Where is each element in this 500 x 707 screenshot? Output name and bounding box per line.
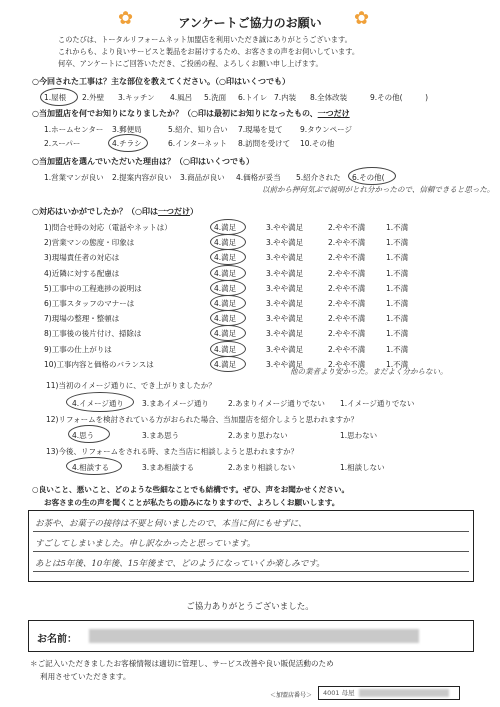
handwritten-answer: 他の業者より安かった。まだよく分からない。 bbox=[290, 367, 448, 376]
satisfaction-option[interactable]: 2.やや不満 bbox=[328, 268, 366, 278]
option[interactable]: 2.あまりイメージ通りでない bbox=[228, 399, 325, 408]
option[interactable]: 4.相談する bbox=[72, 463, 110, 472]
satisfaction-item: 8)工事後の後片付け、掃除は bbox=[44, 329, 142, 339]
question-2: ○当加盟店を何でお知りになりましたか？（○印は最初にお知りになったもの、一つだけ bbox=[32, 109, 350, 118]
store-number-label: ＜加盟店番号＞ bbox=[270, 692, 313, 699]
satisfaction-option[interactable]: 1.不満 bbox=[386, 238, 409, 248]
answer-circle bbox=[66, 457, 122, 475]
satisfaction-option[interactable]: 4.満足 bbox=[214, 314, 237, 324]
answer-circle bbox=[40, 88, 78, 106]
privacy-note: 利用させていただきます。 bbox=[40, 672, 131, 681]
option[interactable]: 9.その他( ) bbox=[370, 93, 429, 102]
intro-line: これからも、より良いサービスと製品をお届けするため、お客さまの声をお伺いしています。 bbox=[58, 47, 360, 56]
satisfaction-option[interactable]: 3.やや満足 bbox=[266, 359, 304, 369]
satisfaction-item: 6)工事スタッフのマナーは bbox=[44, 299, 135, 308]
ruled-line bbox=[33, 571, 469, 572]
satisfaction-item: 4)近隣に対する配慮は bbox=[44, 268, 120, 278]
option[interactable]: 2.スーパー bbox=[44, 139, 81, 148]
satisfaction-option[interactable]: 2.やや不満 bbox=[328, 299, 366, 308]
satisfaction-option[interactable]: 1.不満 bbox=[386, 314, 409, 324]
option[interactable]: 4.イメージ通り bbox=[72, 399, 124, 408]
satisfaction-option[interactable]: 3.やや満足 bbox=[266, 238, 304, 248]
satisfaction-option[interactable]: 1.不満 bbox=[386, 359, 409, 369]
feedback-box[interactable] bbox=[28, 510, 474, 582]
page-title: アンケートご協力のお願い bbox=[178, 16, 322, 30]
option[interactable]: 3.郵便局 bbox=[112, 125, 142, 134]
question-11: 11)当初のイメージ通りに、でき上がりましたか？ bbox=[46, 381, 216, 390]
redacted-name bbox=[89, 629, 419, 643]
flower-icon: ✿ bbox=[354, 8, 370, 29]
satisfaction-option[interactable]: 2.やや不満 bbox=[328, 223, 366, 232]
satisfaction-option[interactable]: 4.満足 bbox=[214, 283, 237, 293]
answer-circle bbox=[68, 425, 110, 443]
satisfaction-item: 5)工事中の工程進捗の説明は bbox=[44, 283, 142, 293]
satisfaction-option[interactable]: 3.やや満足 bbox=[266, 223, 304, 232]
satisfaction-item: 10)工事内容と価格のバランスは bbox=[44, 359, 154, 369]
satisfaction-option[interactable]: 3.やや満足 bbox=[266, 268, 304, 278]
satisfaction-option[interactable]: 2.やや不満 bbox=[328, 253, 366, 263]
satisfaction-option[interactable]: 3.やや満足 bbox=[266, 329, 304, 339]
answer-circle bbox=[210, 356, 246, 372]
satisfaction-option[interactable]: 2.やや不満 bbox=[328, 283, 366, 293]
satisfaction-item: 3)現場責任者の対応は bbox=[44, 253, 120, 263]
satisfaction-item: 1)問合せ時の対応（電話やネットは） bbox=[44, 223, 172, 232]
answer-circle bbox=[210, 280, 246, 296]
handwritten-feedback: すごしてしまいました。申し訳なかったと思っています。 bbox=[35, 539, 256, 549]
redacted-store bbox=[359, 689, 449, 697]
feedback-label: ○良いこと、悪いこと、どのような些細なことでも結構です。ぜひ、声をお聞かせください。 bbox=[32, 485, 350, 494]
satisfaction-option[interactable]: 3.やや満足 bbox=[266, 283, 304, 293]
satisfaction-option[interactable]: 2.やや不満 bbox=[328, 314, 366, 324]
satisfaction-option[interactable]: 2.やや不満 bbox=[328, 329, 366, 339]
option[interactable]: 9.タウンページ bbox=[300, 125, 353, 134]
option[interactable]: 1.ホームセンター bbox=[44, 125, 104, 134]
handwritten-answer: 以前から押何気ぶで説明がとれ分かったので、信頼できると思った。 bbox=[262, 185, 495, 194]
answer-circle bbox=[210, 295, 246, 311]
answer-circle bbox=[210, 341, 246, 357]
option[interactable]: 3.まあ相談する bbox=[142, 463, 195, 472]
option[interactable]: 2.外壁 bbox=[82, 93, 105, 102]
satisfaction-option[interactable]: 1.不満 bbox=[386, 253, 409, 263]
privacy-note: ＊ご記入いただきましたお客様情報は適切に管理し、サービス改善や良い販促活動のため bbox=[30, 659, 334, 668]
option[interactable]: 6.トイレ bbox=[238, 93, 268, 102]
satisfaction-option[interactable]: 1.不満 bbox=[386, 223, 409, 232]
satisfaction-option[interactable]: 3.やや満足 bbox=[266, 253, 304, 263]
option[interactable]: 7.内装 bbox=[274, 93, 297, 102]
satisfaction-option[interactable]: 4.満足 bbox=[214, 223, 237, 232]
satisfaction-option[interactable]: 3.やや満足 bbox=[266, 299, 304, 308]
answer-circle bbox=[210, 234, 246, 250]
option[interactable]: 5.紹介、知り合い bbox=[168, 125, 228, 134]
option[interactable]: 6.その他( bbox=[352, 173, 385, 182]
satisfaction-option[interactable]: 2.やや不満 bbox=[328, 359, 366, 369]
option[interactable]: 8.全体改装 bbox=[310, 93, 348, 102]
option[interactable]: 8.訪問を受けて bbox=[238, 139, 291, 148]
option[interactable]: 4.価格が妥当 bbox=[236, 173, 281, 182]
question-13: 13)今後、リフォームをされる時、また当店に相談しようと思われますか？ bbox=[46, 447, 299, 456]
question-3: ○当加盟店を選んでいただいた理由は？（○印はいくつでも） bbox=[32, 157, 254, 166]
option[interactable]: 5.洗面 bbox=[204, 93, 227, 102]
satisfaction-option[interactable]: 1.不満 bbox=[386, 299, 409, 308]
satisfaction-item: 9)工事の仕上がりは bbox=[44, 344, 112, 354]
satisfaction-option[interactable]: 4.満足 bbox=[214, 344, 237, 354]
satisfaction-item: 7)現場の整理・整頓は bbox=[44, 314, 120, 324]
question-4: ○対応はいかがでしたか？（○印は一つだけ） bbox=[32, 207, 198, 216]
option[interactable]: 5.紹介された bbox=[296, 173, 341, 182]
satisfaction-option[interactable]: 2.やや不満 bbox=[328, 238, 366, 248]
ruled-line bbox=[33, 551, 469, 552]
ruled-line bbox=[33, 531, 469, 532]
satisfaction-option[interactable]: 2.やや不満 bbox=[328, 344, 366, 354]
option[interactable]: 2.あまり思わない bbox=[228, 431, 288, 440]
option[interactable]: 3.商品が良い bbox=[180, 173, 225, 182]
handwritten-feedback: あとは5年後、10年後、15年後まで、どのようになっていくか楽しみです。 bbox=[35, 559, 325, 569]
flower-icon: ✿ bbox=[118, 8, 134, 29]
option[interactable]: 1.思わない bbox=[340, 431, 378, 440]
answer-circle bbox=[348, 167, 396, 185]
answer-circle bbox=[210, 265, 246, 281]
option[interactable]: 10.その他 bbox=[300, 139, 335, 148]
intro-line: 何卒、アンケートにご回答いただき、ご投函の程、よろしくお願い申し上げます。 bbox=[58, 59, 323, 68]
answer-circle bbox=[210, 325, 246, 341]
option[interactable]: 3.キッチン bbox=[118, 93, 155, 102]
answer-circle bbox=[210, 249, 246, 265]
satisfaction-item: 2)営業マンの態度・印象は bbox=[44, 238, 135, 248]
satisfaction-option[interactable]: 4.満足 bbox=[214, 268, 237, 278]
satisfaction-option[interactable]: 4.満足 bbox=[214, 359, 237, 369]
answer-circle bbox=[210, 310, 246, 326]
satisfaction-option[interactable]: 1.不満 bbox=[386, 283, 409, 293]
option[interactable]: 1.相談しない bbox=[340, 463, 385, 472]
option[interactable]: 7.現場を見て bbox=[238, 125, 283, 134]
option[interactable]: 2.あまり相談しない bbox=[228, 463, 296, 472]
satisfaction-option[interactable]: 4.満足 bbox=[214, 238, 237, 248]
satisfaction-option[interactable]: 3.やや満足 bbox=[266, 314, 304, 324]
feedback-label: お客さまの生の声を聞くことが私たちの励みになりますので、よろしくお願いします。 bbox=[44, 498, 340, 507]
question-1: ○今回された工事は？主な部位を教えてください。（○印はいくつでも） bbox=[32, 77, 290, 86]
option[interactable]: 4.思う bbox=[72, 431, 95, 440]
question-12: 12)リフォームを検討されている方がおられた場合、当加盟店を紹介しようと思われますか？ bbox=[46, 415, 359, 424]
option[interactable]: 2.提案内容が良い bbox=[112, 173, 172, 182]
option[interactable]: 1.営業マンが良い bbox=[44, 173, 104, 182]
handwritten-feedback: お茶や、お菓子の接待は不要と伺いましたので、本当に何にもせずに、 bbox=[35, 519, 307, 529]
option[interactable]: 1.屋根 bbox=[44, 93, 67, 102]
answer-circle bbox=[108, 134, 148, 152]
intro-line: このたびは、トータルリフォームネット加盟店を利用いただき誠にありがとうございます。 bbox=[58, 35, 352, 44]
name-box[interactable] bbox=[28, 620, 474, 652]
satisfaction-option[interactable]: 4.満足 bbox=[214, 329, 237, 339]
option[interactable]: 4.風呂 bbox=[170, 93, 193, 102]
option[interactable]: 4.チラシ bbox=[112, 139, 142, 148]
option[interactable]: 3.まあイメージ通り bbox=[142, 399, 209, 408]
satisfaction-option[interactable]: 1.不満 bbox=[386, 329, 409, 339]
satisfaction-option[interactable]: 4.満足 bbox=[214, 299, 237, 308]
store-number: 4001 母屋 bbox=[323, 689, 355, 697]
answer-circle bbox=[66, 392, 134, 412]
answer-circle bbox=[210, 219, 246, 235]
satisfaction-option[interactable]: 1.不満 bbox=[386, 344, 409, 354]
store-number-box bbox=[318, 686, 460, 700]
name-label: お名前： bbox=[37, 634, 77, 645]
option[interactable]: 1.イメージ通りでない bbox=[340, 399, 415, 408]
satisfaction-option[interactable]: 3.やや満足 bbox=[266, 344, 304, 354]
satisfaction-option[interactable]: 4.満足 bbox=[214, 253, 237, 263]
option[interactable]: 6.インターネット bbox=[168, 139, 227, 148]
satisfaction-option[interactable]: 1.不満 bbox=[386, 268, 409, 278]
option[interactable]: 3.まあ思う bbox=[142, 431, 180, 440]
thanks-message: ご協力ありがとうございました。 bbox=[186, 602, 314, 612]
